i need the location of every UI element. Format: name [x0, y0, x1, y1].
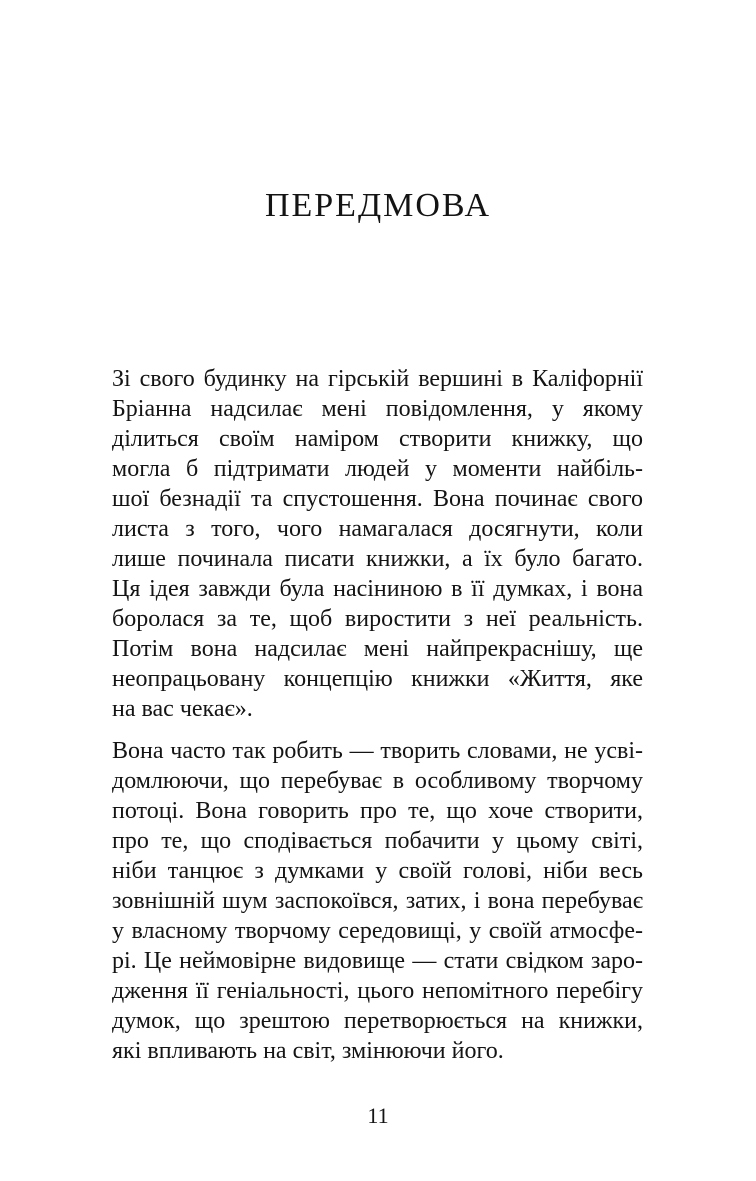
text-line: Зі свого будинку на гірській вершині в Каліфорнії: [112, 366, 643, 392]
text-line: потоці. Вона говорить про те, що хоче створити,: [112, 798, 643, 824]
text-line: ділиться своїм наміром створити книжку, що: [112, 426, 643, 452]
text-line: боролася за те, щоб виростити з неї реальність.: [112, 606, 643, 632]
text-line: могла б підтримати людей у моменти найбіль-: [112, 456, 643, 482]
text-line: листа з того, чого намагалася досягнути, коли: [112, 516, 643, 542]
text-line: думок, що зрештою перетворюється на книжки,: [112, 1008, 643, 1034]
text-line: Ця ідея завжди була насіниною в її думках, і вона: [112, 576, 643, 602]
body-text: [112, 364, 643, 1066]
text-line: рі. Це неймовірне видовище — стати свідком заро-: [112, 948, 643, 974]
chapter-title: ПЕРЕДМОВА: [264, 187, 492, 224]
text-line: Бріанна надсилає мені повідомлення, у якому: [112, 396, 643, 422]
text-line: дження її геніальності, цього непомітного перебігу: [112, 978, 643, 1004]
text-line: неопрацьовану концепцію книжки «Життя, яке: [112, 666, 643, 692]
paragraph: [112, 736, 643, 1066]
text-line: лише починала писати книжки, а їх було багато.: [112, 546, 643, 572]
page-number: 11: [367, 1103, 389, 1128]
text-line: ніби танцює з думками у своїй голові, ніби весь: [112, 858, 643, 884]
paragraph: [112, 364, 643, 724]
text-line: Потім вона надсилає мені найпрекраснішу, ще: [112, 636, 643, 662]
text-line: шої безнадії та спустошення. Вона починає свого: [112, 486, 643, 512]
text-line: у власному творчому середовищі, у своїй атмосфе-: [112, 918, 643, 944]
text-line: про те, що сподівається побачити у цьому світі,: [112, 828, 643, 854]
text-line: на вас чекає».: [112, 696, 253, 722]
text-line: які впливають на світ, змінюючи його.: [112, 1038, 504, 1064]
text-line: Вона часто так робить — творить словами, не усві-: [112, 738, 643, 764]
text-line: домлюючи, що перебуває в особливому творчому: [112, 768, 643, 794]
text-line: зовнішній шум заспокоївся, затих, і вона перебуває: [112, 888, 643, 914]
